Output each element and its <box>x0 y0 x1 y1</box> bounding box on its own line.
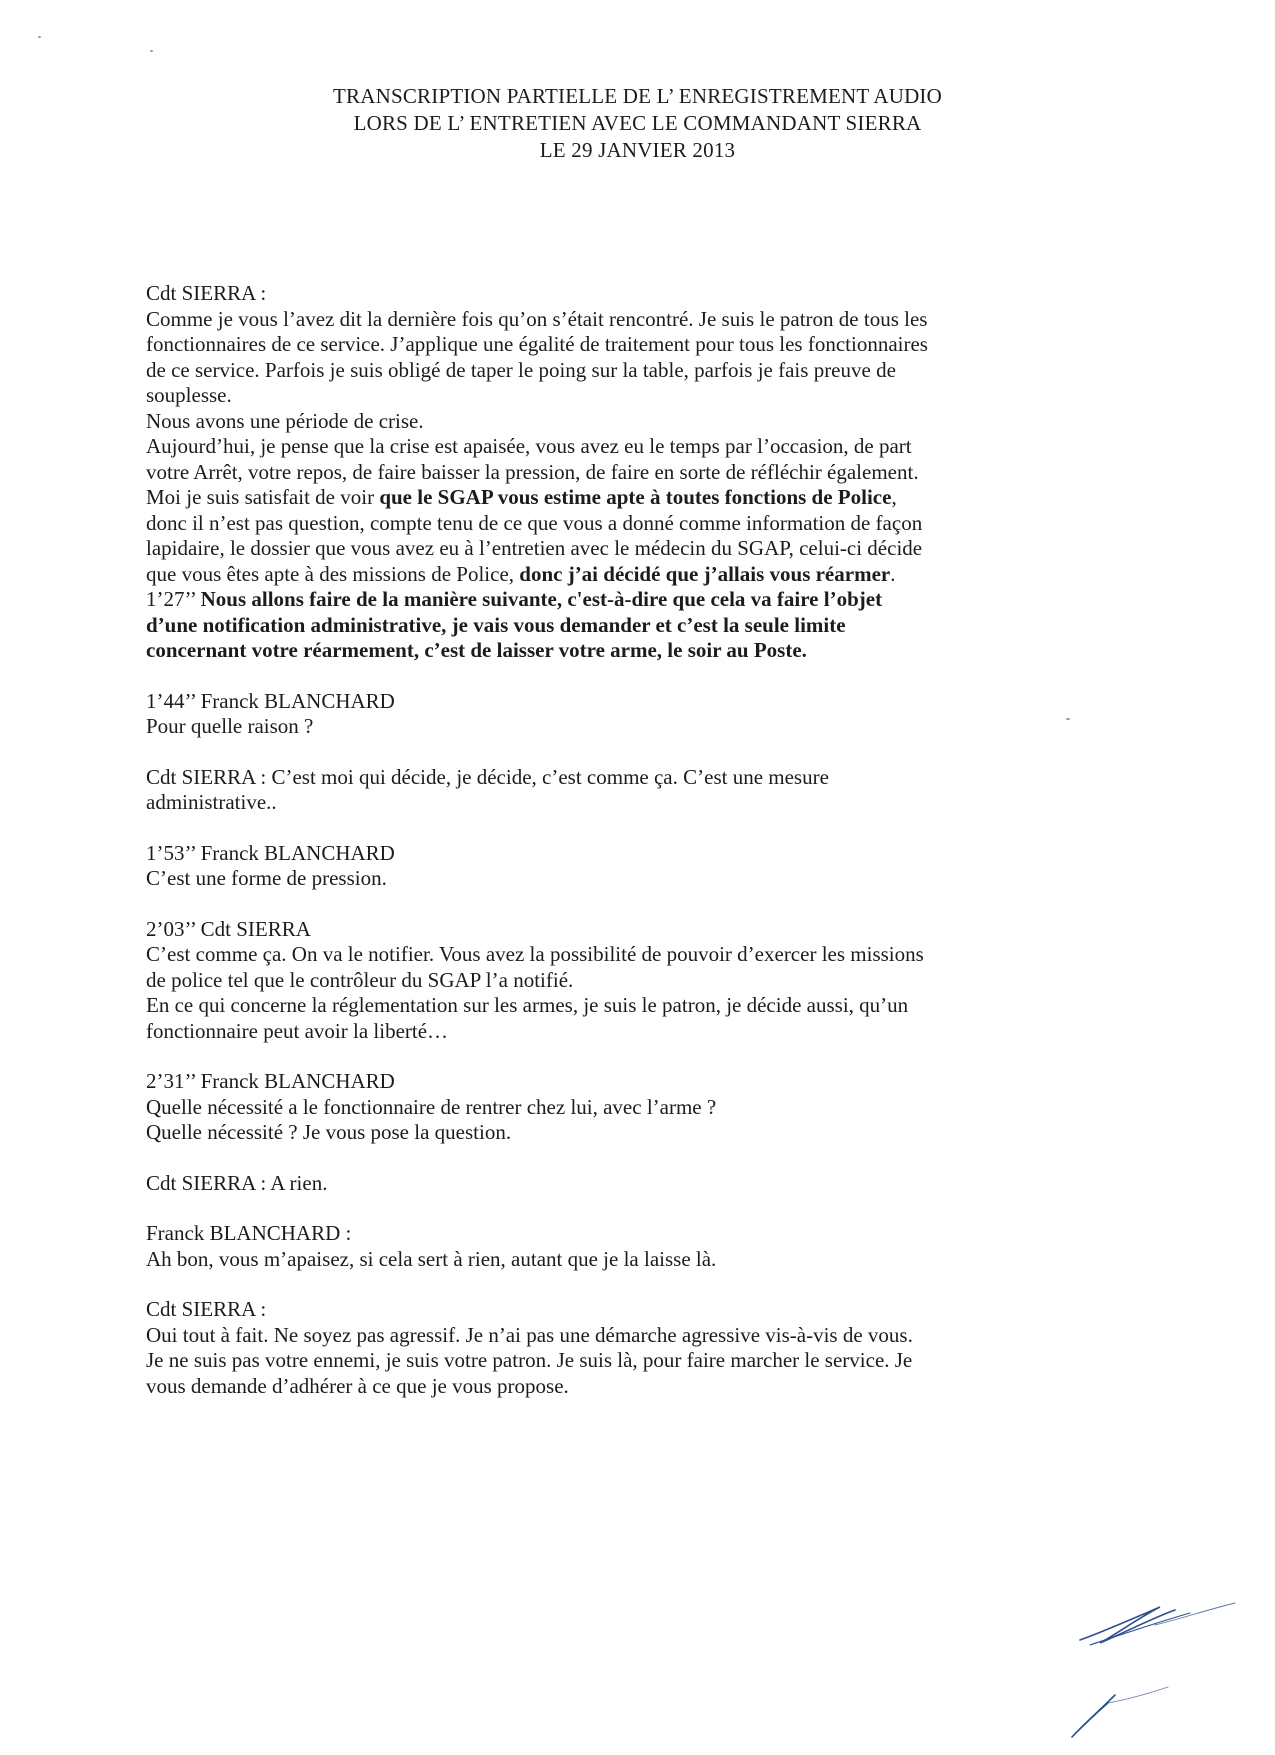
transcript-line: Ah bon, vous m’apaisez, si cela sert à rien, autant que je la laisse là. <box>146 1246 717 1271</box>
text-run: . <box>890 561 896 586</box>
transcript-line <box>146 485 1096 511</box>
transcript-entry-1 <box>146 281 1096 664</box>
transcript-body <box>146 281 1096 1399</box>
scan-speck <box>150 50 153 52</box>
transcript-entry-9 <box>146 1297 1096 1399</box>
transcript-line: Quelle nécessité ? Je vous pose la question. <box>146 1120 512 1144</box>
transcript-line: C’est comme ça. On va le notifier. Vous avez la possibilité de pouvoir d’exercer les missions <box>146 942 924 966</box>
speaker-label: Franck BLANCHARD : <box>146 1221 352 1245</box>
bold-text-run: concernant votre réarmement, c’est de laisser votre arme, le soir au Poste. <box>146 638 807 662</box>
paragraph-gap <box>146 1196 1096 1221</box>
transcript-line: de police tel que le contrôleur du SGAP l’a notifié. <box>146 967 574 992</box>
speaker-label: 1’53’’ Franck BLANCHARD <box>146 840 395 865</box>
paragraph-gap <box>146 1272 1096 1297</box>
transcript-line: Nous avons une période de crise. <box>146 408 424 433</box>
bold-text-run: donc j’ai décidé que j’allais vous réarmer <box>519 561 891 586</box>
speaker-label: 2’03’’ Cdt SIERRA <box>146 916 311 941</box>
text-run: , <box>891 485 897 509</box>
transcript-entry-6 <box>146 1069 1096 1146</box>
paragraph-gap <box>146 1044 1096 1069</box>
title-line-3: LE 29 JANVIER 2013 <box>539 138 736 162</box>
title-line-1: TRANSCRIPTION PARTIELLE DE L’ ENREGISTREMENT AUDIO <box>333 84 942 108</box>
transcript-entry-3 <box>146 765 1096 816</box>
transcript-line: Aujourd’hui, je pense que la crise est apaisée, vous avez eu le temps par l’occasion, de part <box>146 434 912 458</box>
paragraph-gap <box>146 740 1096 765</box>
transcript-entry-5 <box>146 917 1096 1045</box>
speaker-label: 1’44’’ Franck BLANCHARD <box>146 688 395 713</box>
transcript-line: Cdt SIERRA : C’est moi qui décide, je décide, c’est comme ça. C’est une mesure <box>146 764 829 789</box>
transcript-line: votre Arrêt, votre repos, de faire baisser la pression, de faire en sorte de réfléchir également. <box>146 459 919 484</box>
transcript-line: Cdt SIERRA : A rien. <box>146 1170 328 1195</box>
transcript-entry-7 <box>146 1171 1096 1197</box>
transcript-line: Comme je vous l’avez dit la dernière fois qu’on s’était rencontré. Je suis le patron de tous les <box>146 306 928 331</box>
transcript-entry-2 <box>146 689 1096 740</box>
transcript-line <box>146 587 1096 613</box>
transcript-entry-4 <box>146 841 1096 892</box>
transcript-line: vous demande d’adhérer à ce que je vous propose. <box>146 1373 569 1398</box>
speaker-label: Cdt SIERRA : <box>146 1297 267 1321</box>
speaker-label: 2’31’’ Franck BLANCHARD <box>146 1069 395 1093</box>
transcript-entry-8 <box>146 1221 1096 1272</box>
transcript-line: fonctionnaires de ce service. J’applique une égalité de traitement pour tous les fonctionnaires <box>146 332 928 356</box>
paragraph-gap <box>146 816 1096 841</box>
transcript-line: administrative.. <box>146 790 277 814</box>
transcript-line: C’est une forme de pression. <box>146 866 387 890</box>
transcript-line <box>146 638 1096 664</box>
transcript-line: En ce qui concerne la réglementation sur les armes, je suis le patron, je décide aussi, qu’un <box>146 993 909 1017</box>
timestamp: 1’27’’ <box>146 587 201 611</box>
transcript-line <box>146 562 1096 588</box>
transcript-line: donc il n’est pas question, compte tenu de ce que vous a donné comme information de façon <box>146 510 923 535</box>
transcript-line: lapidaire, le dossier que vous avez eu à l’entretien avec le médecin du SGAP, celui-ci décide <box>146 536 923 560</box>
document-title <box>0 83 1275 164</box>
text-run: Moi je suis satisfait de voir <box>146 485 380 509</box>
transcript-line: Oui tout à fait. Ne soyez pas agressif. Je n’ai pas une démarche agressive vis-à-vis de vous. <box>146 1322 913 1347</box>
transcript-line: Pour quelle raison ? <box>146 714 314 738</box>
bold-text-run: Nous allons faire de la manière suivante, c'est-à-dire que cela va faire l’objet <box>200 587 883 611</box>
bold-text-run: d’une notification administrative, je vais vous demander et c’est la seule limite <box>146 612 846 637</box>
paragraph-gap <box>146 892 1096 917</box>
text-run: que vous êtes apte à des missions de Police, <box>146 561 520 586</box>
speaker-label: Cdt SIERRA : <box>146 281 267 305</box>
transcript-line: de ce service. Parfois je suis obligé de taper le poing sur la table, parfois je fais preuve de <box>146 357 896 382</box>
transcript-line: Quelle nécessité a le fonctionnaire de rentrer chez lui, avec l’arme ? <box>146 1094 717 1119</box>
transcript-line <box>146 613 1096 639</box>
scan-speck <box>38 36 41 38</box>
paragraph-gap <box>146 1146 1096 1171</box>
paragraph-gap <box>146 664 1096 689</box>
transcript-line: Je ne suis pas votre ennemi, je suis votre patron. Je suis là, pour faire marcher le service. Je <box>146 1348 913 1372</box>
bold-text-run: que le SGAP vous estime apte à toutes fonctions de Police <box>379 485 892 509</box>
handwritten-signature <box>1060 1595 1240 1745</box>
title-line-2: LORS DE L’ ENTRETIEN AVEC LE COMMANDANT SIERRA <box>353 111 922 135</box>
transcript-line: fonctionnaire peut avoir la liberté… <box>146 1018 449 1043</box>
transcript-line: souplesse. <box>146 383 232 407</box>
